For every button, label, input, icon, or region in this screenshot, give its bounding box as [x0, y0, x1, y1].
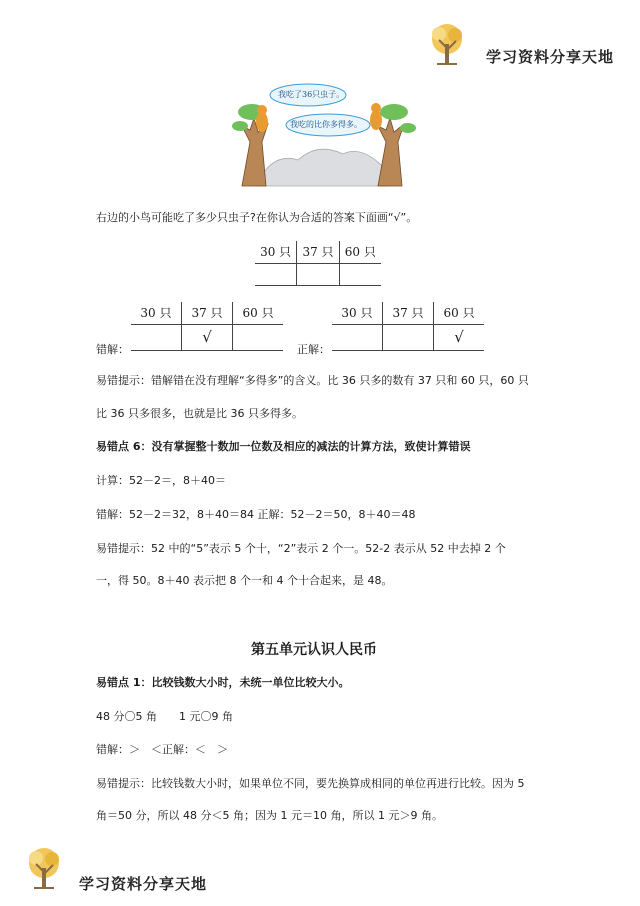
point6-heading: 易错点 6：没有掌握整十数加一位数及相应的减法的计算方法，致使计算错误 — [96, 440, 471, 453]
option-cell: 37 只 — [382, 302, 433, 324]
hint2-line1: 易错提示：52 中的“5”表示 5 个十，“2”表示 2 个一。52-2 表示从 52 中去掉 2 个 — [96, 542, 506, 555]
option-cell: 60 只 — [339, 241, 381, 263]
answer-cell — [131, 324, 181, 350]
option-cell: 30 只 — [131, 302, 181, 324]
answer-cell — [339, 263, 381, 285]
unit5-title: 第五单元认识人民币 — [251, 642, 377, 658]
hint3-line2: 角＝50 分，所以 48 分＜5 角；因为 1 元＝10 角，所以 1 元＞9 角。 — [96, 809, 443, 822]
tree-logo-icon — [425, 22, 469, 68]
brand-logo-bottom — [22, 846, 66, 892]
checkmark: √ — [434, 324, 484, 350]
calc-line: 计算：52－2＝，8＋40＝ — [96, 474, 226, 487]
brand-name-top: 学习资料分享天地 — [486, 48, 615, 66]
tree-logo-icon — [22, 846, 66, 892]
brand-logo-top — [425, 22, 469, 68]
option-cell: 60 只 — [233, 302, 283, 324]
option-cell: 37 只 — [181, 302, 232, 324]
bubble-right-text: 我吃的比你多得多。 — [290, 120, 362, 129]
question-text: 右边的小鸟可能吃了多少只虫子?在你认为合适的答案下面画“√”。 — [96, 211, 418, 224]
wrong-right-line: 错解：52－2＝32，8＋40＝84 正解：52－2＝50，8＋40＝48 — [96, 508, 416, 521]
brand-name-bottom: 学习资料分享天地 — [79, 875, 208, 893]
options-table — [255, 241, 381, 286]
hint2-line2: 一，得 50。8＋40 表示把 8 个一和 4 个十合起来，是 48。 — [96, 574, 393, 587]
compare-a: 48 分〇5 角 — [96, 710, 157, 723]
wrong-label: 错解： — [96, 343, 129, 356]
answer-cell — [233, 324, 283, 350]
hint1-line1: 易错提示：错解错在没有理解“多得多”的含义。比 36 只多的数有 37 只和 60 只，60 只 — [96, 374, 529, 387]
option-cell: 30 只 — [332, 302, 382, 324]
hint3-line1: 易错提示：比较钱数大小时，如果单位不同，要先换算成相同的单位再进行比较。因为 5 — [96, 777, 525, 790]
bubble-left-text: 我吃了36只虫子。 — [278, 90, 345, 99]
answer-cell — [382, 324, 433, 350]
option-cell: 37 只 — [297, 241, 339, 263]
answer-cell — [297, 263, 339, 285]
checkmark: √ — [181, 324, 232, 350]
option-cell: 60 只 — [434, 302, 484, 324]
option-cell: 30 只 — [255, 241, 297, 263]
answer-cell — [255, 263, 297, 285]
hint1-line2: 比 36 只多很多，也就是比 36 只多得多。 — [96, 407, 303, 420]
point1-heading: 易错点 1：比较钱数大小时，未统一单位比较大小。 — [96, 676, 350, 689]
wrong-table — [131, 302, 283, 351]
right-label: 正解： — [297, 343, 330, 356]
answer-cell — [332, 324, 382, 350]
answers-line: 错解：＞ ＜正解：＜ ＞ — [96, 743, 228, 756]
right-table — [332, 302, 484, 351]
compare-b: 1 元〇9 角 — [179, 710, 233, 723]
